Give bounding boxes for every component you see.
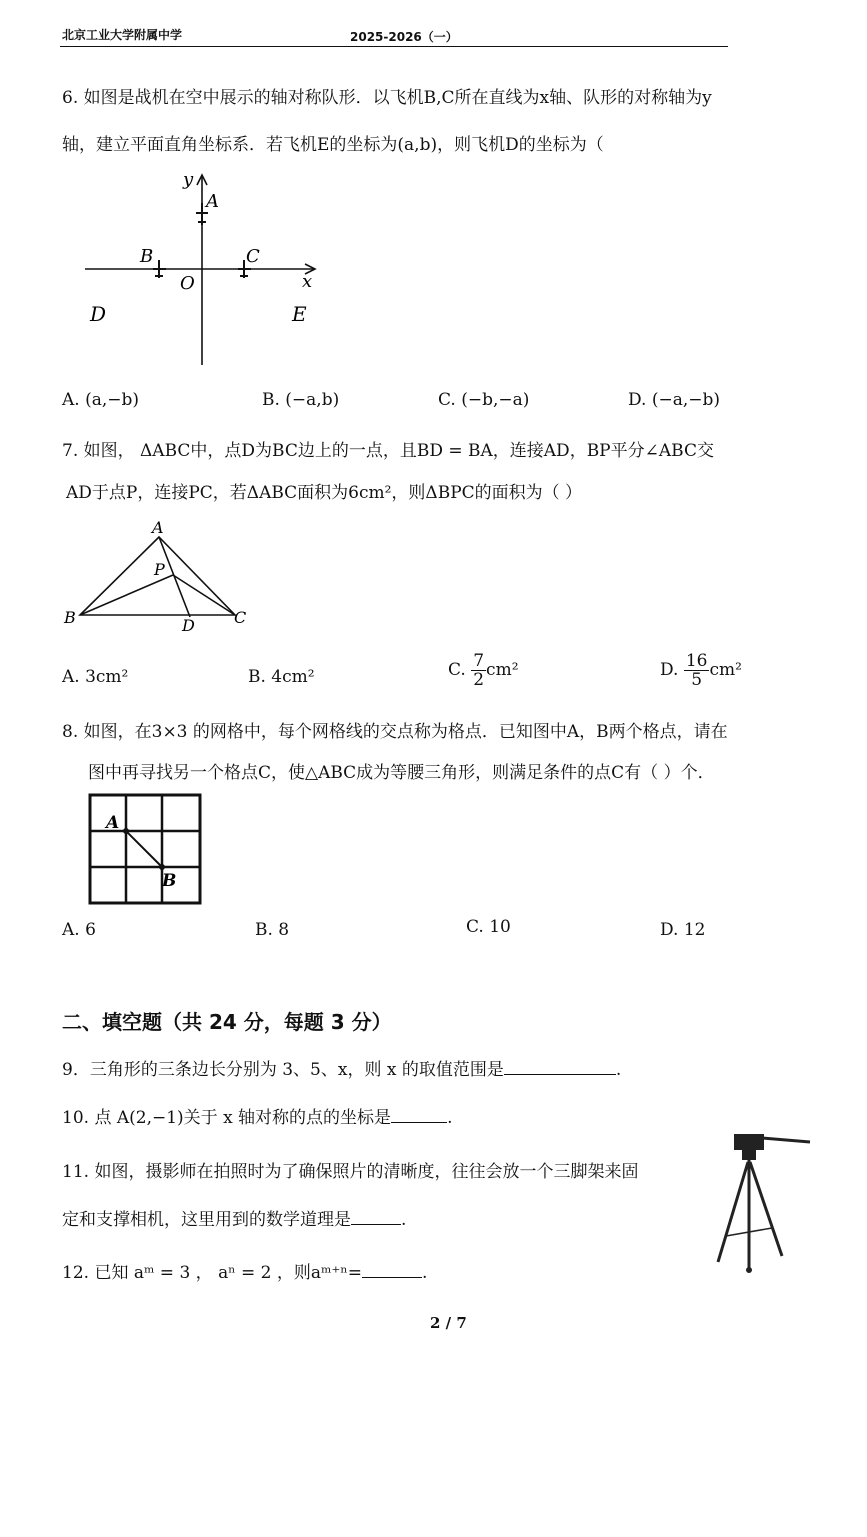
header-rule	[60, 46, 728, 47]
q7-option-c	[448, 652, 519, 689]
q7-option-d-prefix: D.	[660, 660, 679, 680]
q7-option-c-unit: cm²	[486, 660, 519, 680]
q8-line2: 图中再寻找另一个格点C，使△ABC成为等腰三角形，则满足条件的点C有（ ）个．	[88, 763, 715, 783]
q12-line	[62, 1258, 427, 1283]
q7-line2: AD于点P，连接PC，若ΔABC面积为6cm²，则ΔBPC的面积为（ ）	[66, 483, 583, 503]
q11-text: 定和支撑相机，这里用到的数学道理是	[62, 1210, 351, 1230]
fraction-denominator: 5	[691, 670, 703, 690]
q6-coordinate-figure	[80, 165, 330, 370]
q10-answer-blank	[391, 1122, 447, 1123]
q8-option-c: C. 10	[466, 917, 511, 937]
q6-line2: 轴，建立平面直角坐标系．若飞机E的坐标为(a,b)，则飞机D的坐标为（	[62, 135, 604, 155]
axis-y-label: y	[183, 169, 194, 190]
q7-line1: 7. 如图， ΔABC中，点D为BC边上的一点，且BD = BA，连接AD，BP平分∠ABC交	[62, 441, 714, 461]
q9-line	[62, 1055, 621, 1080]
q6-option-b: B. (−a,b)	[262, 390, 340, 410]
fraction-denominator: 2	[473, 670, 485, 690]
origin-label: O	[180, 273, 195, 294]
q8-grid-figure	[86, 792, 206, 910]
tri-point-a-label: A	[152, 518, 164, 537]
q6-option-a: A. (a,−b)	[62, 390, 140, 410]
q11-line1: 11. 如图，摄影师在拍照时为了确保照片的清晰度，往往会放一个三脚架来固	[62, 1162, 639, 1182]
page-number: 2 / 7	[430, 1314, 467, 1332]
q7-option-d	[660, 652, 742, 689]
tri-point-d-label: D	[182, 616, 195, 635]
plane-b-icon	[153, 260, 166, 278]
tri-point-c-label: C	[234, 608, 247, 627]
q8-option-d: D. 12	[660, 920, 706, 940]
axis-x-label: x	[302, 271, 313, 292]
fraction-numerator: 16	[685, 651, 708, 671]
q7-option-c-prefix: C.	[448, 660, 466, 680]
q8-option-a: A. 6	[62, 920, 96, 940]
q6-option-c: C. (−b,−a)	[438, 390, 530, 410]
q7-triangle-figure	[60, 515, 260, 635]
q11-line2	[62, 1205, 406, 1230]
q9-end: .	[615, 1060, 622, 1080]
q11-answer-blank	[351, 1224, 401, 1225]
fraction-numerator: 7	[473, 651, 485, 671]
q12-text: 12. 已知 aᵐ = 3 ， aⁿ = 2 ，则aᵐ⁺ⁿ=	[62, 1263, 362, 1283]
point-a-label: A	[206, 191, 219, 212]
tripod-camera-icon	[712, 1128, 817, 1276]
q7-option-d-fraction	[684, 652, 710, 689]
q10-text: 10. 点 A(2,−1)关于 x 轴对称的点的坐标是	[62, 1108, 392, 1128]
grid-point-b-label: B	[162, 871, 177, 891]
point-b-label: B	[140, 246, 154, 267]
header-year: 2025-2026（一）	[350, 30, 458, 44]
q7-option-a: A. 3cm²	[62, 667, 129, 687]
q7-option-d-unit: cm²	[709, 660, 742, 680]
point-e-label: E	[292, 302, 307, 326]
q6-option-d: D. (−a,−b)	[628, 390, 721, 410]
q7-option-c-fraction	[471, 652, 486, 689]
q9-answer-blank	[504, 1074, 616, 1075]
q9-text: 9．三角形的三条边长分别为 3、5、x，则 x 的取值范围是	[62, 1060, 504, 1080]
header-school: 北京工业大学附属中学	[62, 28, 183, 42]
tri-point-p-label: P	[154, 560, 165, 579]
section-2-title: 二、填空题（共 24 分，每题 3 分）	[62, 1010, 392, 1034]
q12-end: .	[421, 1263, 428, 1283]
q11-end: .	[401, 1210, 407, 1230]
point-d-label: D	[90, 302, 107, 326]
tri-point-b-label: B	[64, 608, 76, 627]
point-c-label: C	[246, 246, 260, 267]
q8-line1: 8. 如图，在3×3 的网格中，每个网格线的交点称为格点．已知图中A，B两个格点，请在	[62, 722, 728, 742]
q10-end: .	[447, 1108, 453, 1128]
q10-line	[62, 1103, 452, 1128]
q8-option-b: B. 8	[255, 920, 290, 940]
grid-point-a-label: A	[106, 813, 120, 833]
q7-option-b: B. 4cm²	[248, 667, 315, 687]
q6-line1: 6. 如图是战机在空中展示的轴对称队形．以飞机B,C所在直线为x轴、队形的对称轴为y	[62, 88, 712, 108]
q12-answer-blank	[362, 1277, 422, 1278]
